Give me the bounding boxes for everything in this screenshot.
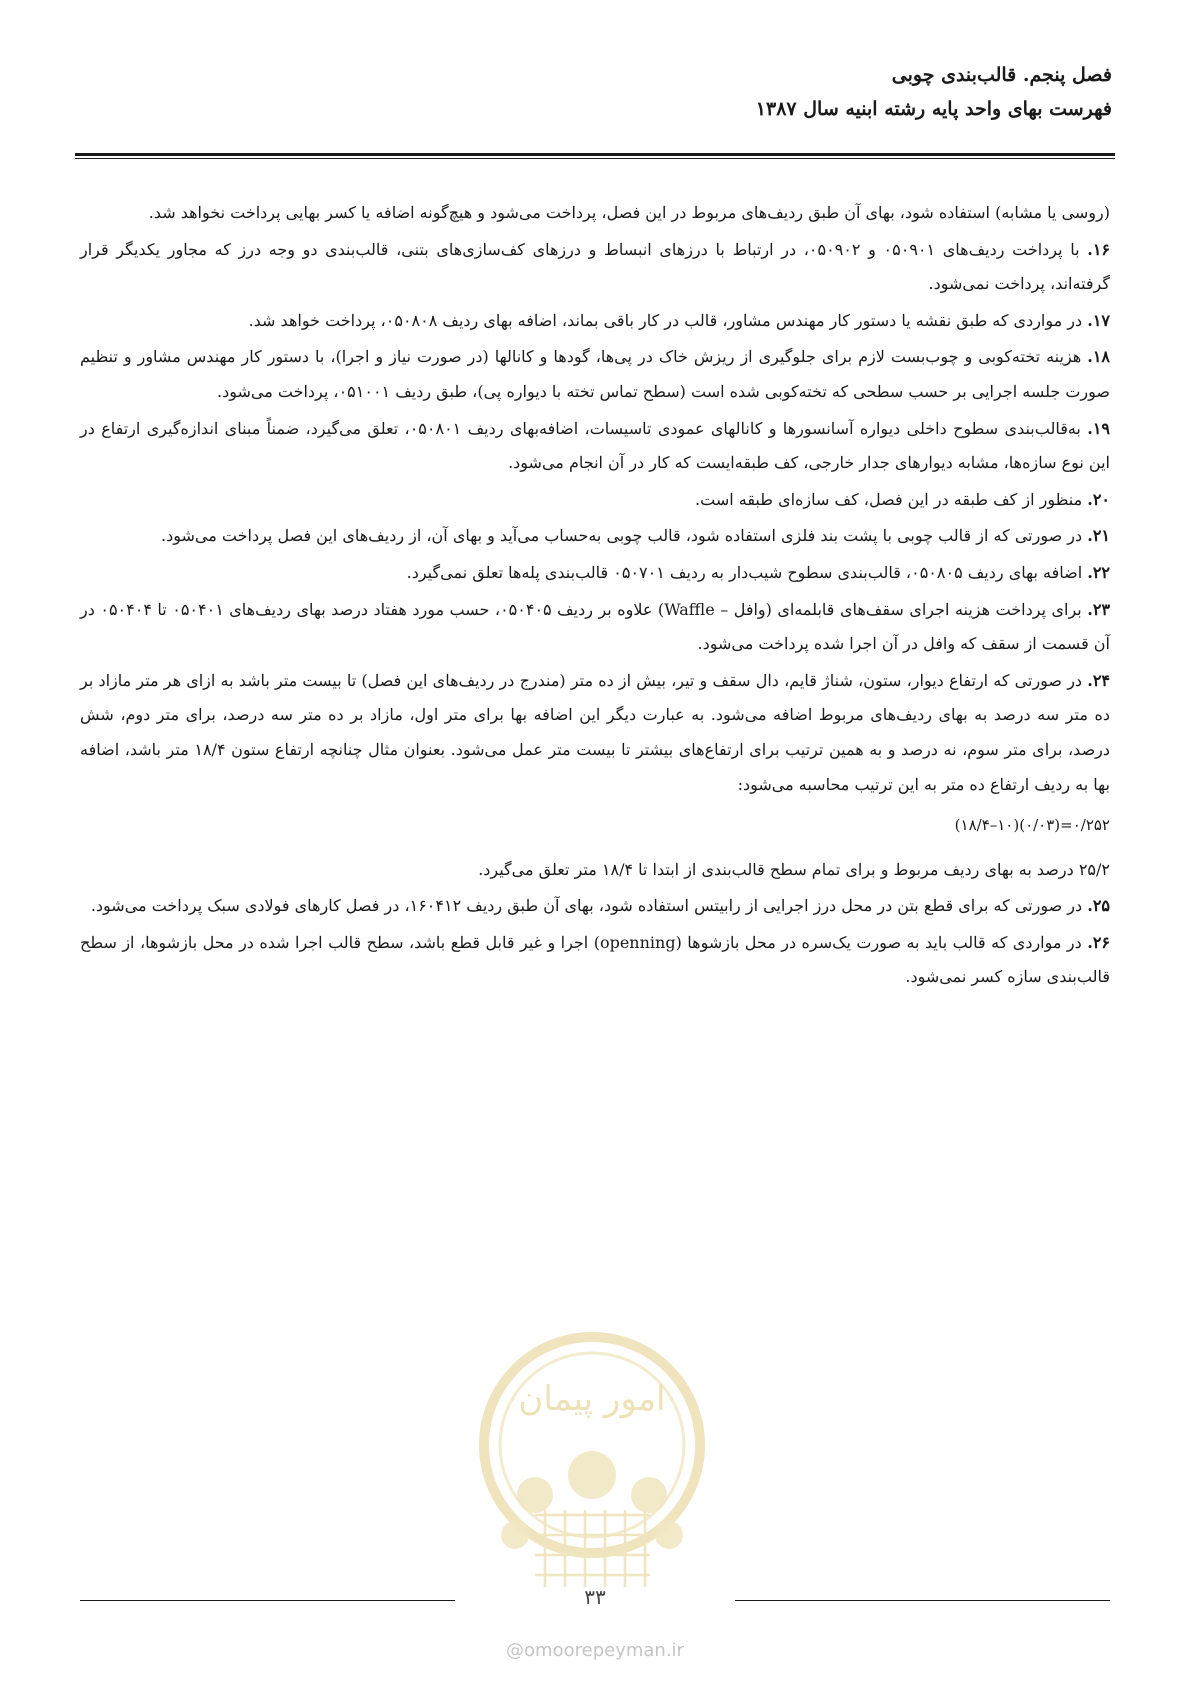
paragraph: (روسی یا مشابه) استفاده شود، بهای آن طبق ردیف‌های مربوط در این فصل، پرداخت می‌شود و هیچ‌گونه اضافه یا کسر بهایی پرداخت نخواهد شد. xyxy=(148,203,1110,222)
footer-rule-right xyxy=(735,1600,1110,1601)
formula: (۱۸/۴–۱۰)(۰/۰۳)=۰/۲۵۲ xyxy=(954,816,1110,835)
paragraph: ۲۵/۲ درصد به بهای ردیف مربوط و برای تمام سطح قالب‌بندی از ابتدا تا ۱۸/۴ متر تعلق می‌گیرد. xyxy=(478,859,1110,879)
paragraph: ۱۸. هزینه تخته‌کوبی و چوب‌بست لازم برای جلوگیری از ریزش خاک در پی‌ها، گودها و کانالها (در صورت نیاز و اجرا)، با دستور کار مهندس مشاور و تنظیم صورت جلسه اجرایی بر حسب سطحی که تخته‌کوبی شده است (سطح تماس تخته با دیواره پی)، طبق ردیف ۰۵۱۰۰۱، پرداخت می‌شود. xyxy=(80,347,1110,401)
item-number: ۲۳. xyxy=(1087,599,1111,619)
item-number: ۱۶. xyxy=(1087,239,1111,259)
footer-rule-left xyxy=(80,1600,455,1601)
paragraph: ۲۳. برای پرداخت هزینه اجرای سقف‌های قابلمه‌ای (وافل – Waffle) علاوه بر ردیف ۰۵۰۴۰۵، حسب مورد هفتاد درصد بهای ردیف‌های ۰۵۰۴۰۱ تا ۰۵۰۴۰۴ در آن قسمت از سقف که وافل در آن اجرا شده پرداخت می‌شود. xyxy=(80,599,1111,654)
paragraph: ۲۵. در صورتی که برای قطع بتن در محل درز اجرایی از رابیتس استفاده شود، بهای آن طبق ردیف ۱۶۰۴۱۲، در فصل کارهای فولادی سبک پرداخت می‌شود. xyxy=(90,896,1110,916)
item-number: ۱۷. xyxy=(1087,310,1110,330)
paragraph: ۲۰. منظور از کف طبقه در این فصل، کف سازه‌ای طبقه است. xyxy=(695,489,1110,509)
item-number: ۱۸. xyxy=(1087,347,1110,367)
page-number: ۳۳ xyxy=(584,1585,606,1609)
item-number: ۲۱. xyxy=(1087,526,1110,546)
paragraph: ۱۷. در مواردی که طبق نقشه یا دستور کار مهندس مشاور، قالب در کار باقی بماند، اضافه بهای ردیف ۰۵۰۸۰۸، پرداخت خواهد شد. xyxy=(248,310,1110,330)
header-rule xyxy=(75,153,1115,156)
watermark-logo xyxy=(475,1325,710,1595)
paragraph: ۱۶. با پرداخت ردیف‌های ۰۵۰۹۰۱ و ۰۵۰۹۰۲، در ارتباط با درزهای انبساط و درزهای کف‌سازی‌های بتنی، قالب‌بندی دو وجه درز که مجاور یکدیگر قرار گرفته‌اند، پرداخت نمی‌شود. xyxy=(80,239,1111,294)
item-number: ۲۵. xyxy=(1087,896,1110,916)
item-number: ۲۶. xyxy=(1087,932,1111,952)
paragraph: ۲۶. در مواردی که قالب باید به صورت یک‌سره در محل بازشوها (openning) اجرا و غیر قابل قطع باشد، سطح قالب اجرا شده در محل بازشوها، از سطح قالب‌بندی سازه کسر نمی‌شود. xyxy=(80,932,1111,987)
site-watermark: @omoorepeyman.ir xyxy=(506,1640,684,1661)
paragraph: ۱۹. به‌قالب‌بندی سطوح داخلی دیواره آسانسورها و کانالهای عمودی تاسیسات، اضافه‌بهای ردیف ۰۵۰۸۰۱، تعلق می‌گیرد، ضمناً مبنای اندازه‌گیری ارتفاع در این نوع سازه‌ها، مشابه دیوارهای جدار خارجی، کف طبقه‌ایست که کار در آن انجام می‌شود. xyxy=(80,418,1111,473)
document-body xyxy=(80,196,1110,997)
item-number: ۱۹. xyxy=(1087,418,1111,438)
watermark-text: امور پیمان xyxy=(518,1379,666,1419)
header-rule-thin xyxy=(75,158,1115,159)
chapter-title: فصل پنجم. قالب‌بندی چوبی xyxy=(891,64,1112,86)
page-header xyxy=(78,58,1112,126)
paragraph: ۲۴. در صورتی که ارتفاع دیوار، ستون، شناژ قایم، دال سقف و تیر، بیش از ده متر (مندرج در ردیف‌های این فصل) تا بیست متر باشد به ازای هر متر مازاد بر ده متر سه درصد به بهای ردیف‌های مربوط اضافه می‌شود. به عبارت دیگر این اضافه بها برای متر اول، مازاد بر ده متر سه درصد، برای متر دوم، شش درصد، برای متر سوم، نه درصد و به همین ترتیب برای ارتفاع‌های بیشتر تا بیست متر عمل می‌شود. بعنوان مثال چنانچه ارتفاع ستون ۱۸/۴ متر باشد، اضافه بها به ردیف ارتفاع ده متر به این ترتیب محاسبه می‌شود: xyxy=(80,670,1111,794)
item-number: ۲۴. xyxy=(1087,670,1110,690)
document-subtitle: فهرست بهای واحد پایه رشته ابنیه سال ۱۳۸۷ xyxy=(755,98,1112,120)
item-number: ۲۰. xyxy=(1087,489,1110,509)
item-number: ۲۲. xyxy=(1087,562,1110,582)
paragraph: ۲۲. اضافه بهای ردیف ۰۵۰۸۰۵، قالب‌بندی سطوح شیب‌دار به ردیف ۰۵۰۷۰۱ قالب‌بندی پله‌ها تعلق نمی‌گیرد. xyxy=(406,562,1110,582)
paragraph: ۲۱. در صورتی که از قالب چوبی با پشت بند فلزی استفاده شود، قالب چوبی به‌حساب می‌آید و بهای آن، از ردیف‌های این فصل پرداخت می‌شود. xyxy=(161,526,1110,546)
